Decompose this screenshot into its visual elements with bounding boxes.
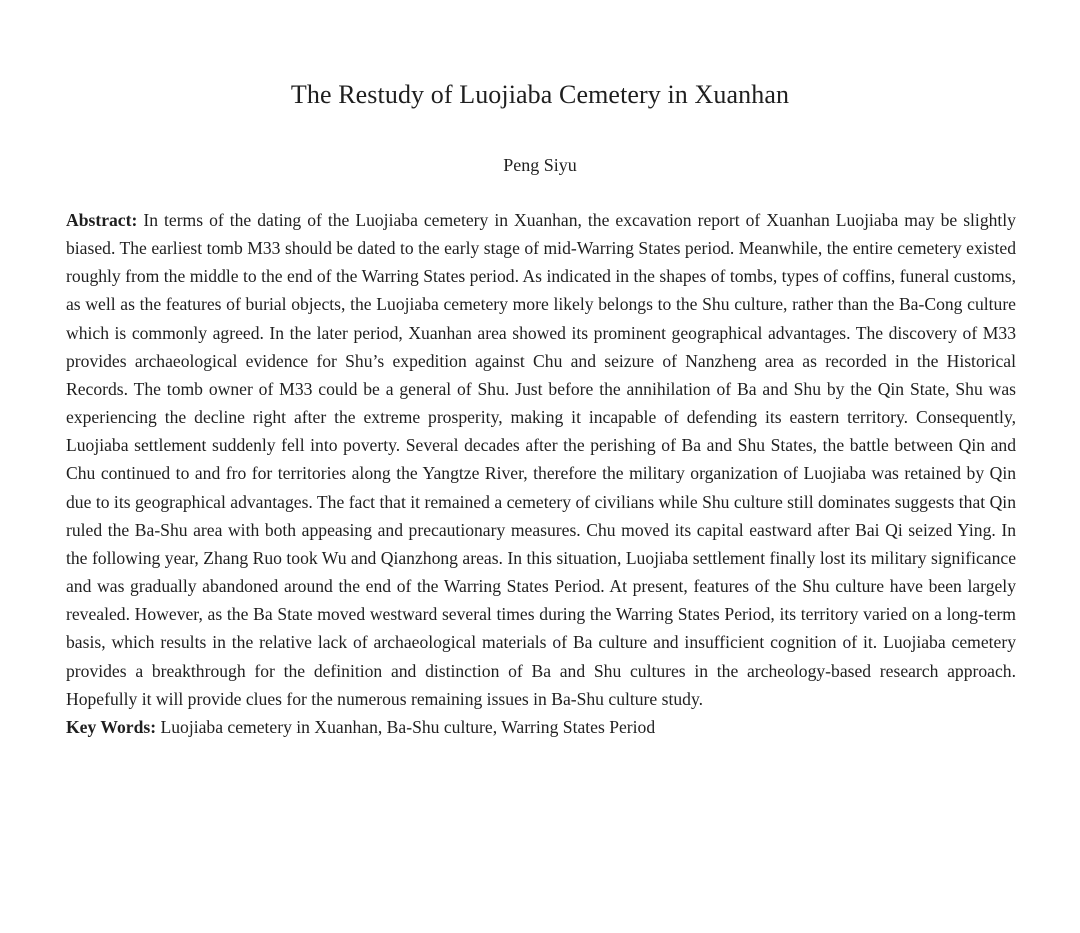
keywords-paragraph: [66, 713, 1016, 741]
paper-author: Peng Siyu: [503, 155, 577, 175]
abstract-paragraph: [66, 206, 1016, 713]
abstract-label: Abstract:: [66, 210, 138, 230]
keywords-text: Luojiaba cemetery in Xuanhan, Ba-Shu culture, Warring States Period: [160, 716, 656, 737]
abstract-section: [66, 206, 1016, 741]
keywords-label: Key Words:: [66, 716, 157, 737]
abstract-text: In terms of the dating of the Luojiaba cemetery in Xuanhan, the excavation report of Xuanhan Luojiaba may be slightly biased. The earliest tomb M33 should be dated to the early stage of mid-Warring States period. Meanwhile, the entire cemetery existed roughly from the middle to the end of the Warring States period. As indicated in the shapes of tombs, types of coffins, funeral customs, as well as the features of burial objects, the Luojiaba cemetery more likely belongs to the Shu culture, rather than the Ba-Cong culture which is commonly agreed. In the later period, Xuanhan area showed its prominent geographical advantages. The discovery of M33 provides archaeological evidence for Shu’s expedition against Chu and seizure of Nanzheng area as recorded in the Historical Records. The tomb owner of M33 could be a general of Shu. Just before the annihilation of Ba and Shu by the Qin State, Shu was experiencing the decline right after the extreme prosperity, making it incapable of defending its eastern territory. Consequently, Luojiaba settlement suddenly fell into poverty. Several decades after the perishing of Ba and Shu States, the battle between Qin and Chu continued to and fro for territories along the Yangtze River, therefore the military organization of Luojiaba was retained by Qin due to its geographical advantages. The fact that it remained a cemetery of civilians while Shu culture still dominates suggests that Qin ruled the Ba-Shu area with both appeasing and precautionary measures. Chu moved its capital eastward after Bai Qi seized Ying. In the following year, Zhang Ruo took Wu and Qianzhong areas. In this situation, Luojiaba settlement finally lost its military significance and was gradually abandoned around the end of the Warring States Period. At present, features of the Shu culture have been largely revealed. However, as the Ba State moved westward several times during the Warring States Period, its territory varied on a long-term basis, which results in the relative lack of archaeological materials of Ba culture and insufficient cognition of it. Luojiaba cemetery provides a breakthrough for the definition and distinction of Ba and Shu cultures in the archeology-based research approach. Hopefully it will provide clues for the numerous remaining issues in Ba-Shu culture study.: [66, 210, 1016, 709]
paper-title: The Restudy of Luojiaba Cemetery in Xuanhan: [290, 80, 790, 109]
